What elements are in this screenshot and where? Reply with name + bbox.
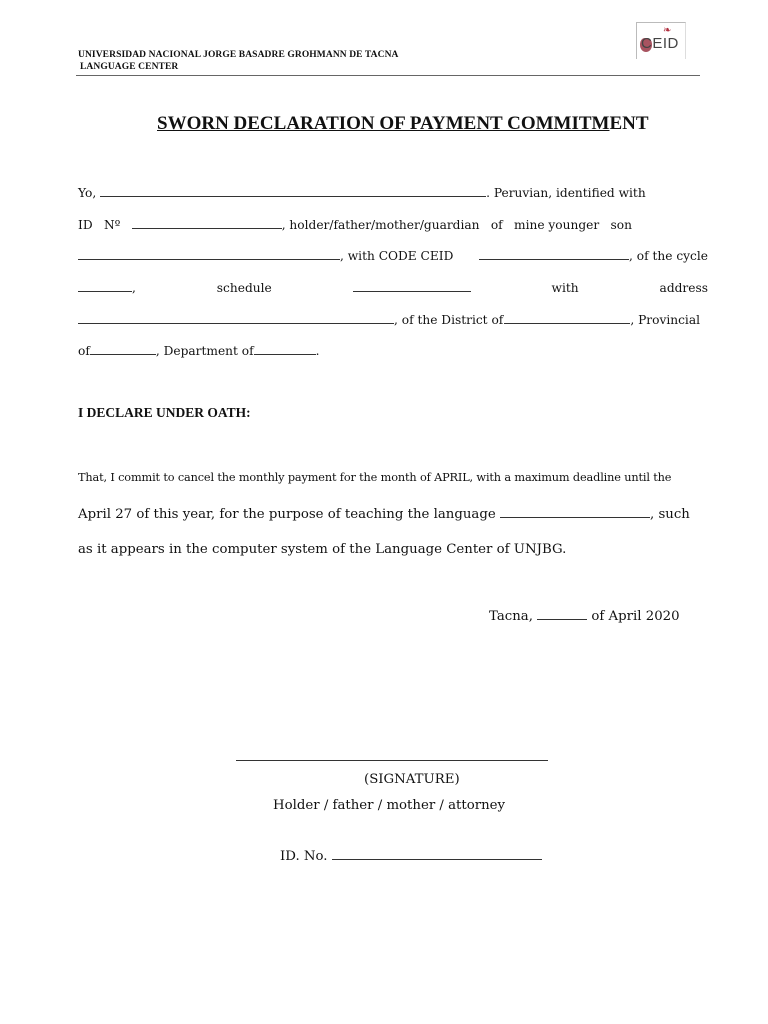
schedule-label: schedule — [216, 281, 272, 295]
form-line-6 — [78, 345, 320, 357]
address-field[interactable] — [78, 322, 394, 324]
document-title-underlined: SWORN DECLARATION OF PAYMENT COMMITM — [157, 113, 610, 134]
form-line-2 — [78, 219, 632, 231]
district-label: , of the District of — [394, 313, 504, 327]
mine-younger-label: mine younger — [514, 218, 600, 232]
form-line-4 — [78, 282, 708, 294]
code-ceid-label: , with CODE CEID — [340, 249, 454, 263]
code-ceid-field[interactable] — [479, 258, 629, 260]
signer-id-field[interactable] — [332, 858, 542, 860]
son-label: son — [610, 218, 632, 232]
address-label: address — [659, 281, 708, 295]
peruvian-label: . Peruvian, identified with — [486, 186, 646, 200]
son-name-field[interactable] — [78, 258, 340, 260]
signature-label: (SIGNATURE) — [364, 772, 460, 787]
yo-label: Yo, — [78, 186, 97, 200]
such-label: , such — [649, 507, 690, 522]
with-label: with — [551, 281, 579, 295]
district-field[interactable] — [504, 322, 630, 324]
provincial-label: , Provincial — [630, 313, 700, 327]
document-title — [157, 113, 649, 135]
form-line-3 — [78, 250, 708, 262]
month-year-label: of April 2020 — [591, 609, 680, 624]
document-title-rest: ENT — [609, 113, 649, 134]
flame-icon: ❧ — [663, 25, 672, 36]
period: . — [315, 344, 320, 358]
schedule-field[interactable] — [353, 290, 471, 292]
of-label-2: of — [78, 344, 90, 358]
signature-line[interactable] — [236, 760, 548, 761]
name-field[interactable] — [100, 195, 486, 197]
cycle-group — [78, 282, 136, 294]
cycle-field[interactable] — [78, 290, 132, 292]
oath-heading: I DECLARE UNDER OATH: — [78, 405, 251, 420]
form-line-5 — [78, 314, 700, 326]
code-group — [479, 250, 708, 262]
language-label: April 27 of this year, for the purpose of teaching the language — [78, 507, 496, 522]
statement-line-2 — [78, 507, 690, 522]
language-center-name: LANGUAGE CENTER — [80, 62, 179, 72]
ceid-logo — [636, 22, 686, 59]
tacna-label: Tacna, — [489, 609, 533, 624]
form-line-1 — [78, 187, 646, 199]
id-number-line — [280, 849, 542, 864]
id-number-group — [132, 219, 480, 231]
of-label: of — [490, 218, 503, 232]
id-label: ID — [78, 218, 93, 232]
signature-role: Holder / father / mother / attorney — [273, 798, 506, 813]
holder-label: , holder/father/mother/guardian — [281, 218, 480, 232]
province-field[interactable] — [90, 353, 156, 355]
district-group — [504, 314, 700, 326]
cycle-label: , of the cycle — [629, 249, 708, 263]
department-field[interactable] — [254, 353, 316, 355]
header-rule — [76, 75, 700, 76]
language-field[interactable] — [500, 516, 650, 518]
date-line — [489, 609, 680, 624]
university-name: UNIVERSIDAD NACIONAL JORGE BASADRE GROHMANN DE TACNA — [78, 50, 399, 60]
id-number-field[interactable] — [132, 227, 282, 229]
statement-line-3: as it appears in the computer system of the Language Center of UNJBG. — [78, 542, 567, 557]
son-name-group — [78, 250, 453, 262]
logo-text: CEID — [641, 35, 679, 52]
day-field[interactable] — [537, 618, 587, 620]
id-no-label: ID. No. — [280, 849, 328, 864]
statement-line-1: That, I commit to cancel the monthly payment for the month of APRIL, with a maximum deadline until the — [78, 471, 672, 484]
address-group — [78, 314, 503, 326]
comma: , — [132, 281, 136, 295]
number-label: Nº — [103, 218, 121, 232]
department-label: , Department of — [155, 344, 254, 358]
